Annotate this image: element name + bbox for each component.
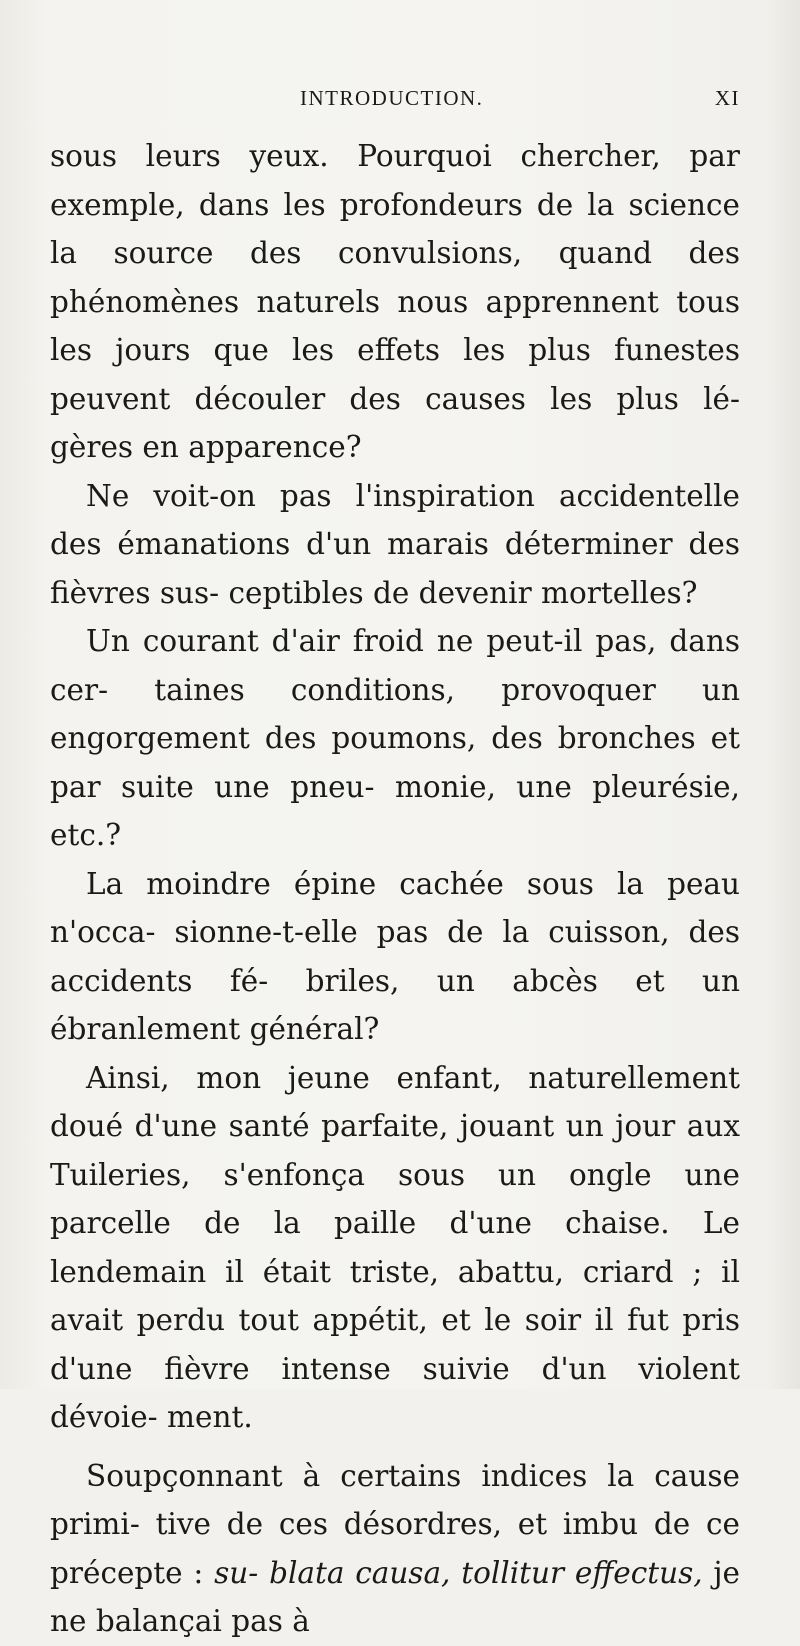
line: gères en apparence? <box>50 430 362 464</box>
line: s'enfonça sous un ongle une parcelle de la paille <box>50 1157 740 1240</box>
line: Un courant d'air froid ne peut-il pas, dans cer- <box>50 624 740 707</box>
line: criard ; il avait perdu tout appétit, et le soir il fut <box>50 1254 740 1337</box>
paragraph-3 <box>50 617 740 860</box>
line: monie, une pleurésie, etc.? <box>50 769 740 852</box>
line: d'une chaise. Le lendemain il était triste, abattu, <box>50 1206 740 1289</box>
line: Ainsi, mon jeune enfant, naturellement doué <box>50 1060 740 1143</box>
line: convulsions, quand des phénomènes naturels nous <box>50 236 740 319</box>
paragraph-4 <box>50 860 740 1054</box>
line: Soupçonnant à certains indices la cause primi- <box>50 1458 740 1541</box>
line: sous leurs yeux. Pourquoi chercher, par exemple, <box>50 139 740 222</box>
line: dans les profondeurs de la science la source des <box>50 187 740 270</box>
paragraph-1 <box>50 132 740 472</box>
line: pris d'une fièvre intense suivie d'un violent dévoie- <box>50 1303 740 1434</box>
line: ment. <box>167 1400 253 1434</box>
page-number: XI <box>714 86 740 110</box>
line: briles, un abcès et un ébranlement général? <box>50 963 740 1046</box>
line: sionne-t-elle pas de la cuisson, des accidents fé- <box>50 915 740 998</box>
paragraph-6 <box>50 1452 740 1646</box>
line: Ne voit-on pas l'inspiration accidentelle des <box>50 478 740 561</box>
line: La moindre épine cachée sous la peau n'occa- <box>50 866 740 949</box>
paragraph-2 <box>50 472 740 618</box>
line: apprennent tous les jours que les effets les plus <box>50 284 741 367</box>
body-text <box>50 132 740 1646</box>
line: poumons, des bronches et par suite une pneu- <box>50 721 740 804</box>
line: d'une santé parfaite, jouant un jour aux Tuileries, <box>50 1109 740 1192</box>
italic-text: su- <box>214 1555 259 1590</box>
line: taines conditions, provoquer un engorgement des <box>50 672 740 755</box>
paragraph-5 <box>50 1054 740 1442</box>
page-header <box>50 86 740 116</box>
line: funestes peuvent découler des causes les plus lé- <box>50 333 740 416</box>
line: émanations d'un marais déterminer des fièvres sus- <box>50 527 740 610</box>
line: tive de ces désordres, et imbu de ce précepte : <box>50 1507 740 1590</box>
italic-text: blata causa, tollitur effectus, <box>269 1555 703 1590</box>
line: ceptibles de devenir mortelles? <box>228 575 698 610</box>
running-title: INTRODUCTION. <box>300 86 484 110</box>
line: je ne balançai pas à <box>50 1555 740 1638</box>
